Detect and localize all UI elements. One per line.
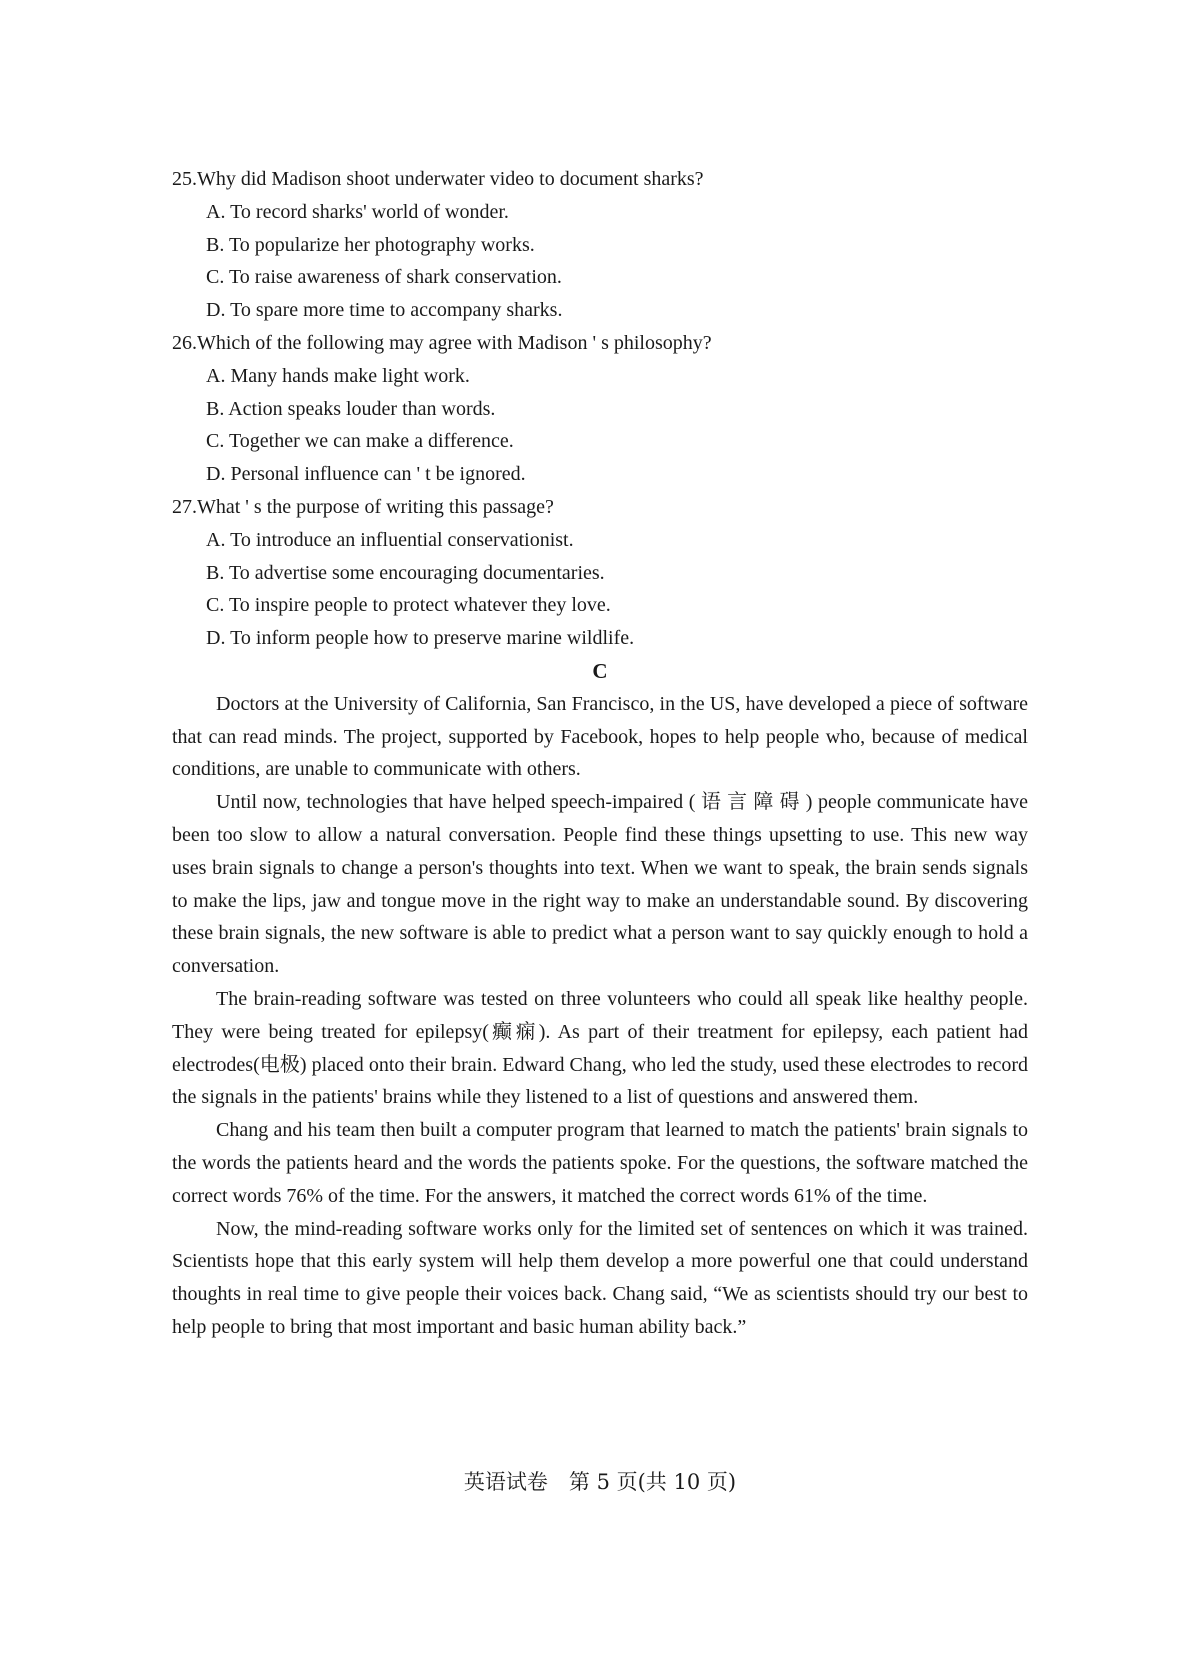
question-number: 25. xyxy=(172,168,197,190)
passage-paragraph: Until now, technologies that have helped speech-impaired ( 语 言 障 碍 ) people communicate have been too slow to allow a natural conversation. People find these things upsetting to use. This new way uses brain signals to change a person's thoughts into text. When we want to speak, the brain sends signals to make the lips, jaw and tongue move in the right way to make an understandable sound. By discovering these brain signals, the new software is able to predict what a person want to say quickly enough to hold a conversation. xyxy=(172,791,1028,978)
option-a: A. To record sharks' world of wonder. xyxy=(206,200,509,223)
question-stem xyxy=(172,491,1028,524)
question-number: 26. xyxy=(172,331,197,354)
passage-paragraph: Now, the mind-reading software works only for the limited set of sentences on which it was trained. Scientists hope that this early system will help them develop a more powerful one that could understand thoughts in real time to give people their voices back. Chang said, “We as scientists should try our best to help people to bring that most important and basic human ability back.” xyxy=(172,1217,1028,1338)
option-b: B. To popularize her photography works. xyxy=(206,233,535,256)
question-text: Why did Madison shoot underwater video to document sharks? xyxy=(197,168,704,190)
exam-page xyxy=(172,163,1028,1344)
question-text: What ' s the purpose of writing this passage? xyxy=(197,495,554,518)
question-25 xyxy=(172,163,1028,327)
question-27 xyxy=(172,491,1028,655)
option-b: B. To advertise some encouraging documentaries. xyxy=(206,561,605,584)
question-26 xyxy=(172,327,1028,491)
option-a: A. To introduce an influential conservationist. xyxy=(206,528,574,551)
question-text: Which of the following may agree with Madison ' s philosophy? xyxy=(197,331,712,354)
question-stem xyxy=(172,327,1028,360)
section-heading: C xyxy=(592,658,608,683)
option-d: D. To inform people how to preserve marine wildlife. xyxy=(206,627,635,650)
passage-paragraph: Doctors at the University of California, San Francisco, in the US, have developed a piece of software that can read minds. The project, supported by Facebook, hopes to help people who, because of medical conditions, are unable to communicate with others. xyxy=(172,692,1028,781)
option-c: C. Together we can make a difference. xyxy=(206,430,514,453)
option-d: D. To spare more time to accompany sharks. xyxy=(206,299,563,322)
option-b: B. Action speaks louder than words. xyxy=(206,397,496,420)
passage-paragraph: Chang and his team then built a computer program that learned to match the patients' brain signals to the words the patients heard and the words the patients spoke. For the questions, the software matched the correct words 76% of the time. For the answers, it matched the correct words 61% of the time. xyxy=(172,1119,1028,1207)
option-c: C. To inspire people to protect whatever they love. xyxy=(206,594,611,617)
passage-paragraph: The brain-reading software was tested on three volunteers who could all speak like healthy people. They were being treated for epilepsy(癫痫). As part of their treatment for epilepsy, each patient had electrodes(电极) placed onto their brain. Edward Chang, who led the study, used these electrodes to record the signals in the patients' brains while they listened to a list of questions and answered them. xyxy=(172,987,1028,1109)
page-footer: 英语试卷 第 5 页(共 10 页) xyxy=(463,1470,737,1494)
option-a: A. Many hands make light work. xyxy=(206,364,470,387)
option-c: C. To raise awareness of shark conservation. xyxy=(206,266,562,289)
section-c xyxy=(172,655,1028,1344)
question-stem xyxy=(172,163,1028,196)
option-d: D. Personal influence can ' t be ignored. xyxy=(206,463,526,486)
question-number: 27. xyxy=(172,495,197,518)
